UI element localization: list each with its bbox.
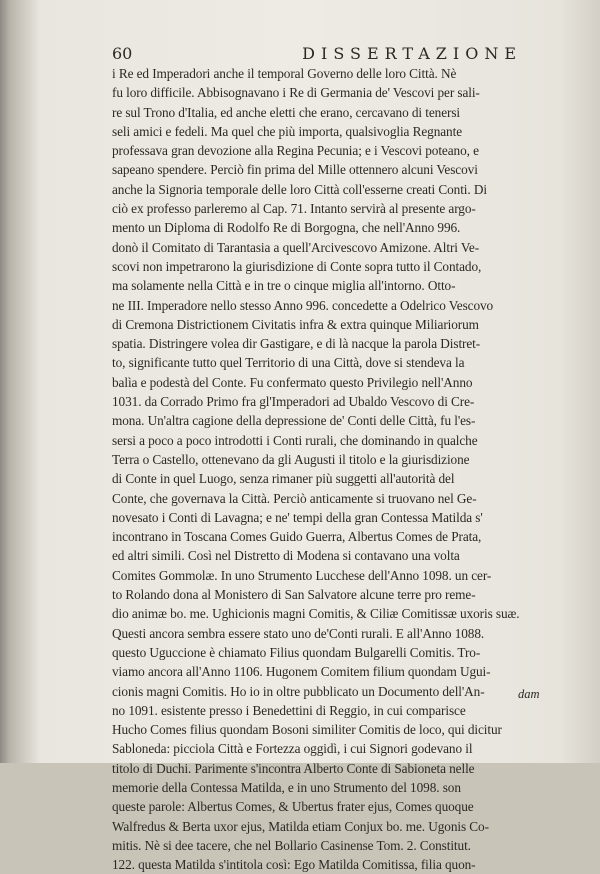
text-line: viamo ancora all'Anno 1106. Hugonem Comitem filium quondam Ugui- xyxy=(112,664,491,680)
text-line: ne III. Imperadore nello stesso Anno 996. concedette a Odelrico Vescovo xyxy=(112,297,494,313)
text-line: anche la Signoria temporale delle loro Città coll'esserne creati Conti. Di xyxy=(112,181,487,197)
text-line: Terra o Castello, ottenevano da gli Augusti il titolo e la giurisdizione xyxy=(112,451,470,467)
text-line: di Cremona Districtionem Civitatis infra & extra quinque Miliariorum xyxy=(112,316,479,332)
text-line: ma solamente nella Città e in tre o cinque miglia all'intorno. Otto- xyxy=(112,278,456,294)
text-line: no 1091. esistente presso i Benedettini di Reggio, in cui comparisce xyxy=(112,702,466,718)
text-line: donò il Comitato di Tarantasia a quell'Arcivescovo Amizone. Altri Ve- xyxy=(112,239,480,255)
text-line: Comites Gommolæ. In uno Strumento Lucchese dell'Anno 1098. un cer- xyxy=(112,567,492,583)
text-line: Conte, che governava la Città. Perciò anticamente si truovano nel Ge- xyxy=(112,490,477,506)
text-line: memorie della Contessa Matilda, e in uno Strumento del 1098. son xyxy=(112,779,461,795)
text-line: Questi ancora sembra essere stato uno de'Conti rurali. E all'Anno 1088. xyxy=(112,625,485,641)
text-line: fu loro difficile. Abbisognavano i Re di Germania de' Vescovi per sali- xyxy=(112,85,480,101)
text-line: questo Uguccione è chiamato Filius quondam Bulgarelli Comitis. Tro- xyxy=(112,644,481,660)
text-line: incontrano in Toscana Comes Guido Guerra, Albertus Comes de Prata, xyxy=(112,529,482,545)
text-line: sersi a poco a poco introdotti i Conti rurali, che dominando in qualche xyxy=(112,432,478,448)
text-line: 1031. da Corrado Primo fra gl'Imperadori ad Ubaldo Vescovo di Cre- xyxy=(112,394,475,410)
text-line: 122. questa Matilda s'intitola così: Ego Matilda Comitissa, filia quon- xyxy=(112,857,476,873)
text-line: ciò ex professo parleremo al Cap. 71. Intanto servirà al presente argo- xyxy=(112,201,476,217)
text-line: balìa e podestà del Conte. Fu confermato questo Privilegio nell'Anno xyxy=(112,374,473,390)
text-line: mitis. Nè si dee tacere, che nel Bollario Casinense Tom. 2. Constitut. xyxy=(112,837,471,853)
text-line: Sabloneda: picciola Città e Fortezza oggidì, i cui Signori godevano il xyxy=(112,741,473,757)
text-line: Walfredus & Berta uxor ejus, Matilda etiam Conjux bo. me. Ugonis Co- xyxy=(112,818,489,834)
text-line: titolo di Duchi. Parimente s'incontra Alberto Conte di Sabioneta nelle xyxy=(112,760,475,776)
text-line: seli amici e fedeli. Ma quel che più importa, qualsivoglia Regnante xyxy=(112,123,462,139)
text-line: i Re ed Imperadori anche il temporal Governo delle loro Città. Nè xyxy=(112,66,457,81)
text-line: di Conte in quel Luogo, senza rimaner più suggetti all'autorità del xyxy=(112,471,455,487)
text-line: mento un Diploma di Rodolfo Re di Borgogna, che nell'Anno 996. xyxy=(112,220,461,236)
page-header xyxy=(112,44,552,63)
text-line: re sul Trono d'Italia, ed anche eletti che erano, cercavano di tenersi xyxy=(112,104,460,120)
text-line: mona. Un'altra cagione della depressione de' Conti delle Città, fu l'es- xyxy=(112,413,476,429)
text-line: queste parole: Albertus Comes, & Ubertus frater ejus, Comes quoque xyxy=(112,799,474,815)
text-line: Hucho Comes filius quondam Bosoni similiter Comitis de loco, qui dicitur xyxy=(112,722,502,738)
text-line: sapeano spendere. Perciò fin prima del Mille ottennero alcuni Vescovi xyxy=(112,162,478,178)
text-line: cionis magni Comitis. Ho io in oltre pubblicato un Documento dell'An- xyxy=(112,683,485,699)
text-line: to, significante tutto quel Territorio di una Città, dove si stendeva la xyxy=(112,355,465,371)
text-line: ed altri simili. Così nel Distretto di Modena si contavano una volta xyxy=(112,548,460,564)
page-number: 60 xyxy=(112,44,133,63)
text-line: spatia. Distringere volea dir Gastigare, e di là nacque la parola Distret- xyxy=(112,336,481,352)
text-line: scovi non impetrarono la giurisdizione di Conte sopra tutto il Contado, xyxy=(112,258,482,274)
running-title: DISSERTAZIONE xyxy=(302,44,522,63)
text-line: to Rolando dona al Monistero di San Salvatore alcune terre pro reme- xyxy=(112,587,476,603)
body-text xyxy=(112,64,560,874)
text-line: novesato i Conti di Lavagna; e ne' tempi della gran Contessa Matilda s' xyxy=(112,509,483,525)
text-line: professava gran devozione alla Regina Pecunia; e i Vescovi poteano, e xyxy=(112,143,479,159)
text-line: dio animæ bo. me. Ughicionis magni Comitis, & Ciliæ Comitissæ uxoris suæ. xyxy=(112,606,520,622)
catchword: dam xyxy=(518,687,540,701)
